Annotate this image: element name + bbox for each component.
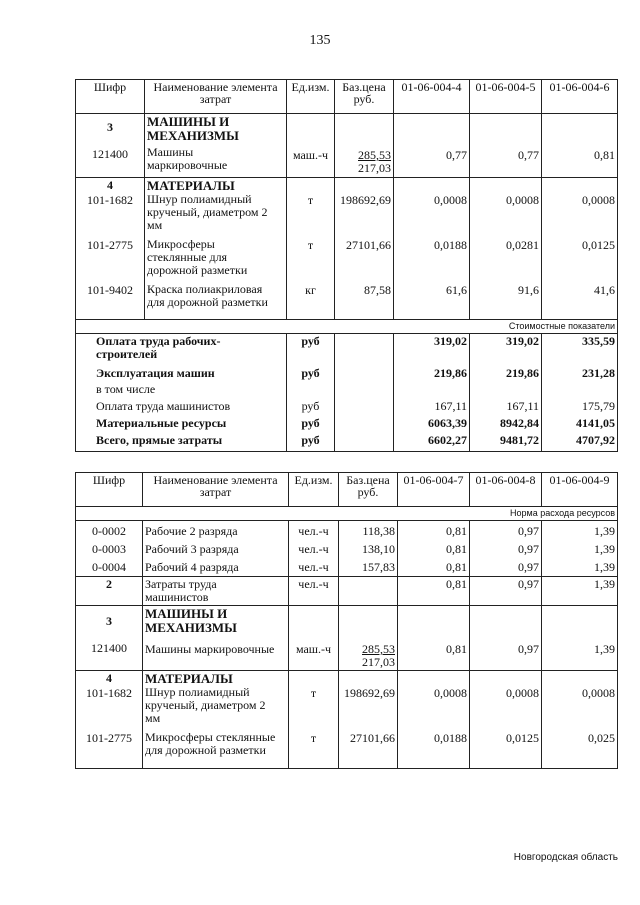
row-name: маркировочные — [147, 158, 228, 172]
price-bottom: 217,03 — [358, 161, 391, 175]
header-price: Баз.цена руб. — [335, 80, 394, 114]
header-unit: Ед.изм. — [289, 473, 339, 507]
cell-unit — [289, 671, 339, 769]
cell-value: 0,97 — [470, 577, 542, 606]
cell-price — [339, 577, 398, 606]
section-code: 4 — [106, 671, 112, 685]
value-text: 0,0188 — [434, 731, 467, 745]
row-code: 0-0002 — [92, 524, 126, 538]
section-code: 3 — [106, 614, 112, 628]
resource-norm-note: Норма расхода ресурсов — [76, 507, 618, 521]
row-name: Шнур полиамидный — [147, 192, 252, 206]
value-text: 0,0008 — [506, 193, 539, 207]
unit-text: маш.-ч — [292, 148, 329, 162]
page-number: 135 — [309, 33, 331, 48]
value-text: 0,81 — [446, 642, 467, 656]
row-name: Эксплуатация машин — [96, 366, 215, 380]
section-code: 3 — [107, 120, 113, 134]
unit-text: т — [307, 238, 314, 252]
unit-text: маш.-ч — [295, 642, 332, 656]
cell-value — [470, 334, 542, 452]
value-text: 0,81 — [594, 148, 615, 162]
unit-text: руб — [301, 433, 320, 447]
cell-value — [470, 671, 542, 769]
cell-code — [76, 521, 143, 577]
cell-value — [542, 114, 618, 178]
row-name: строителей — [96, 347, 158, 361]
row-name: Машины маркировочные — [145, 642, 275, 656]
section-code: 4 — [107, 178, 113, 192]
cell-unit — [287, 114, 335, 178]
value-text: 0,0125 — [506, 731, 539, 745]
price-text: 138,10 — [362, 542, 395, 556]
row-name: Оплата труда машинистов — [96, 399, 231, 413]
cell-unit: чел.-ч — [289, 577, 339, 606]
unit-text: чел.-ч — [298, 560, 329, 574]
table-header-row — [76, 80, 618, 114]
unit-text: руб — [301, 334, 320, 348]
value-text: 175,79 — [582, 399, 615, 413]
value-text: 1,39 — [594, 524, 615, 538]
header-col-2: 01-06-004-5 — [470, 80, 542, 114]
row-name: для дорожной разметки — [147, 295, 268, 309]
header-col-1: 01-06-004-7 — [398, 473, 470, 507]
value-text: 167,11 — [434, 399, 467, 413]
value-text: 4141,05 — [576, 416, 615, 430]
table-header-row — [76, 473, 618, 507]
value-text: 91,6 — [518, 283, 539, 297]
cell-code — [76, 178, 145, 320]
value-text: 0,0125 — [582, 238, 615, 252]
table-row — [76, 521, 618, 577]
row-name: Рабочий 4 разряда — [145, 560, 239, 574]
cell-value — [470, 114, 542, 178]
value-text: 1,39 — [594, 542, 615, 556]
row-code: 101-9402 — [87, 283, 133, 297]
cell-price — [339, 671, 398, 769]
value-text: 0,025 — [588, 731, 615, 745]
row-name: Машины — [147, 145, 194, 159]
value-text: 0,97 — [518, 642, 539, 656]
cell-name — [145, 178, 287, 320]
section-title: МАТЕРИАЛЫ — [147, 178, 235, 193]
value-text: 319,02 — [506, 334, 539, 348]
unit-text: т — [310, 686, 317, 700]
value-text: 6063,39 — [428, 416, 467, 430]
cell-name — [143, 577, 289, 606]
cell-price — [335, 178, 394, 320]
value-text: 9481,72 — [500, 433, 539, 447]
section-title: МАТЕРИАЛЫ — [145, 671, 233, 686]
table-row — [76, 507, 618, 521]
cell-unit — [287, 334, 335, 452]
table-row — [76, 114, 618, 178]
cell-value — [398, 671, 470, 769]
row-name: в том числе — [96, 382, 156, 396]
footer-region: Новгородская область — [513, 852, 618, 863]
row-name: стеклянные для — [147, 250, 228, 264]
header-col-1: 01-06-004-4 — [394, 80, 470, 114]
value-text: 0,0188 — [434, 238, 467, 252]
cell-code — [76, 671, 143, 769]
cell-value — [470, 178, 542, 320]
value-text: 219,86 — [434, 366, 467, 380]
cell-name — [76, 334, 287, 452]
row-name: мм — [147, 218, 163, 232]
estimate-table-1 — [75, 79, 618, 452]
table-row — [76, 334, 618, 452]
cell-value — [394, 334, 470, 452]
cell-code — [76, 114, 145, 178]
price-text: 157,83 — [362, 560, 395, 574]
unit-text: руб — [301, 416, 320, 430]
unit-text: руб — [301, 399, 320, 413]
row-name: Рабочие 2 разряда — [145, 524, 238, 538]
row-code: 121400 — [92, 147, 128, 161]
unit-text: кг — [305, 283, 316, 297]
cell-price — [335, 334, 394, 452]
row-code: 101-2775 — [87, 238, 133, 252]
table-row — [76, 577, 618, 606]
cell-name — [143, 606, 289, 671]
cell-unit — [289, 606, 339, 671]
row-code: 101-1682 — [86, 686, 132, 700]
price-text: 198692,69 — [340, 193, 391, 207]
value-text: 61,6 — [446, 283, 467, 297]
cell-value — [542, 606, 618, 671]
cell-price — [339, 606, 398, 671]
value-text: 0,0008 — [506, 686, 539, 700]
cell-value — [394, 178, 470, 320]
estimate-table-2 — [75, 472, 618, 769]
price-text: 27101,66 — [346, 238, 391, 252]
row-name: мм — [145, 711, 161, 725]
section-title: МАШИНЫ И МЕХАНИЗМЫ — [147, 114, 239, 143]
value-text: 335,59 — [582, 334, 615, 348]
header-name: Наименование элемента затрат — [143, 473, 289, 507]
header-col-3: 01-06-004-6 — [542, 80, 618, 114]
table-row — [76, 178, 618, 320]
header-code: Шифр — [76, 473, 143, 507]
value-text: 0,0008 — [582, 193, 615, 207]
value-text: 1,39 — [594, 560, 615, 574]
cell-code: 2 — [76, 577, 143, 606]
header-unit: Ед.изм. — [287, 80, 335, 114]
header-col-3: 01-06-004-9 — [542, 473, 618, 507]
value-text: 0,81 — [446, 524, 467, 538]
row-name: машинистов — [145, 590, 209, 604]
cell-unit — [289, 521, 339, 577]
header-code: Шифр — [76, 80, 145, 114]
value-text: 0,81 — [446, 542, 467, 556]
value-text: 6602,27 — [428, 433, 467, 447]
cell-value — [470, 606, 542, 671]
value-text: 4707,92 — [576, 433, 615, 447]
price-top: 285,53 — [358, 148, 391, 162]
value-text: 0,0008 — [434, 193, 467, 207]
unit-text: чел.-ч — [298, 524, 329, 538]
value-text: 219,86 — [506, 366, 539, 380]
cell-value: 1,39 — [542, 577, 618, 606]
cell-value — [398, 521, 470, 577]
price-text: 118,38 — [362, 524, 395, 538]
row-name: Материальные ресурсы — [96, 416, 227, 430]
unit-text: руб — [301, 366, 320, 380]
cell-name — [145, 114, 287, 178]
value-text: 1,39 — [594, 642, 615, 656]
table-row — [76, 671, 618, 769]
row-name: крученый, диаметром 2 — [145, 698, 266, 712]
header-price: Баз.цена руб. — [339, 473, 398, 507]
cell-price — [339, 521, 398, 577]
value-text: 0,77 — [446, 148, 467, 162]
header-name: Наименование элемента затрат — [145, 80, 287, 114]
value-text: 0,81 — [446, 560, 467, 574]
cell-name — [143, 521, 289, 577]
cell-value — [394, 114, 470, 178]
price-top: 285,53 — [362, 642, 395, 656]
unit-text: чел.-ч — [298, 542, 329, 556]
unit-text: т — [307, 193, 314, 207]
price-text: 198692,69 — [344, 686, 395, 700]
value-text: 41,6 — [594, 283, 615, 297]
value-text: 319,02 — [434, 334, 467, 348]
row-name: дорожной разметки — [147, 263, 248, 277]
price-bottom: 217,03 — [362, 655, 395, 669]
table-row — [76, 320, 618, 334]
value-text: 0,0281 — [506, 238, 539, 252]
row-name: Шнур полиамидный — [145, 685, 250, 699]
value-text: 0,77 — [518, 148, 539, 162]
row-name: крученый, диаметром 2 — [147, 205, 268, 219]
cell-price — [335, 114, 394, 178]
cell-value — [542, 178, 618, 320]
cell-unit — [287, 178, 335, 320]
unit-text: т — [310, 731, 317, 745]
row-name: Краска полиакриловая — [147, 282, 263, 296]
table-row — [76, 606, 618, 671]
row-name: Затраты труда — [145, 577, 217, 591]
header-col-2: 01-06-004-8 — [470, 473, 542, 507]
value-text: 0,97 — [518, 524, 539, 538]
row-name: Микросферы стеклянные — [145, 730, 276, 744]
cell-value — [542, 671, 618, 769]
cell-name — [143, 671, 289, 769]
cell-value: 0,81 — [398, 577, 470, 606]
cell-value — [542, 334, 618, 452]
row-code: 121400 — [91, 641, 127, 655]
cell-value — [470, 521, 542, 577]
value-text: 167,11 — [506, 399, 539, 413]
value-text: 0,97 — [518, 542, 539, 556]
cell-value — [398, 606, 470, 671]
row-name: для дорожной разметки — [145, 743, 266, 757]
price-text: 27101,66 — [350, 731, 395, 745]
row-name: Рабочий 3 разряда — [145, 542, 239, 556]
value-text: 0,0008 — [582, 686, 615, 700]
section-title: МАШИНЫ И МЕХАНИЗМЫ — [145, 606, 237, 635]
row-code: 101-1682 — [87, 193, 133, 207]
value-text: 0,97 — [518, 560, 539, 574]
cell-code — [76, 606, 143, 671]
row-code: 0-0003 — [92, 542, 126, 556]
cost-indicators-note: Стоимостные показатели — [76, 320, 618, 334]
cell-value — [542, 521, 618, 577]
value-text: 0,0008 — [434, 686, 467, 700]
row-name: Оплата труда рабочих- — [96, 334, 221, 348]
value-text: 231,28 — [582, 366, 615, 380]
row-code: 0-0004 — [92, 560, 126, 574]
row-name: Всего, прямые затраты — [96, 433, 223, 447]
row-name: Микросферы — [147, 237, 215, 251]
price-text: 87,58 — [364, 283, 391, 297]
value-text: 8942,84 — [500, 416, 539, 430]
row-code: 101-2775 — [86, 731, 132, 745]
